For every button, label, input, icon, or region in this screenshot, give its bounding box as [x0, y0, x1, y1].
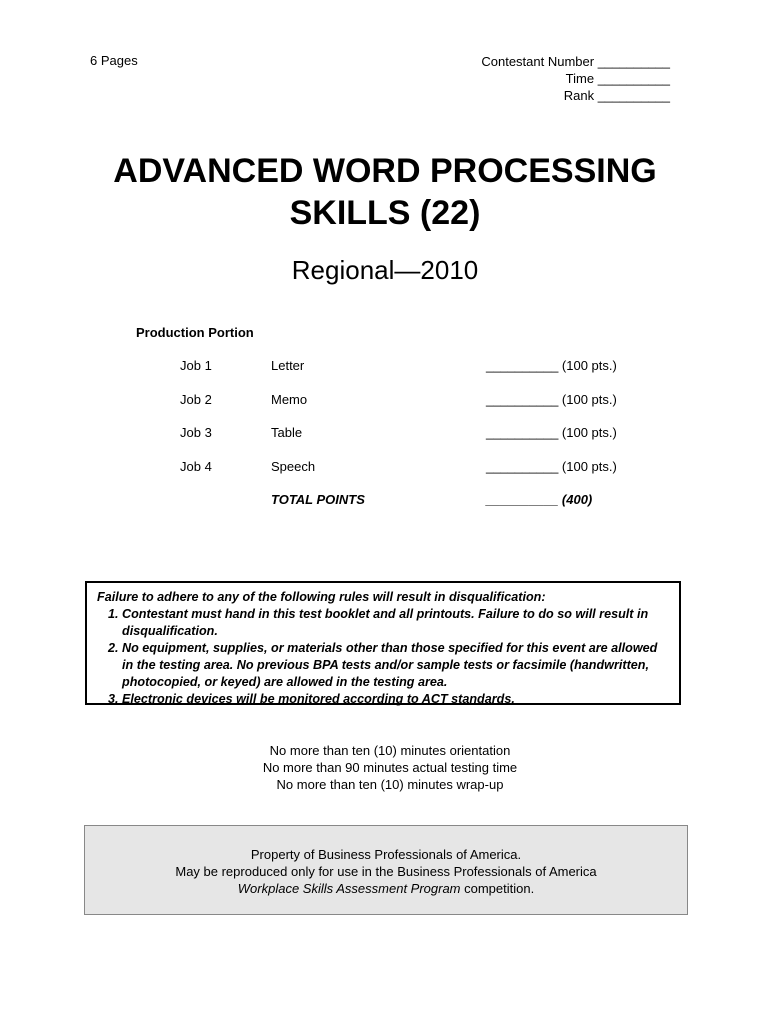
property-line-1: Property of Business Professionals of America. — [250, 847, 522, 862]
rules-list — [97, 606, 671, 708]
contestant-fields — [481, 53, 670, 104]
job-type: Letter — [271, 358, 305, 373]
job-score: __________ (100 pts.) — [486, 458, 617, 474]
rule-item: 3. Electronic devices will be monitored according to ACT standards. — [122, 691, 671, 708]
job-number: Job 2 — [180, 391, 212, 407]
page-count: 6 Pages — [90, 53, 138, 68]
job-type: Speech — [271, 458, 316, 474]
orientation-time: No more than ten (10) minutes orientation — [269, 743, 511, 758]
property-line-3 — [85, 880, 687, 897]
wrap-up-time: No more than ten (10) minutes wrap-up — [276, 777, 504, 792]
property-notice — [84, 825, 688, 915]
rules-box — [85, 581, 681, 705]
total-score: __________ (400) — [486, 492, 593, 507]
job-score: __________ (100 pts.) — [486, 391, 617, 407]
rule-item: 2. No equipment, supplies, or materials other than those specified for this event are allowed in the testing area. No previous BPA tests and/or sample tests or facsimile (handwritten, photocopied, or keyed) are allowed in the testing area. — [122, 640, 671, 691]
rules-intro: Failure to adhere to any of the following rules will result in disqualification: — [97, 590, 546, 604]
job-type: Memo — [271, 391, 308, 407]
job-score: __________ (100 pts.) — [486, 358, 617, 373]
timing-info — [0, 742, 770, 793]
time-field: Time __________ — [565, 71, 670, 86]
job-number: Job 3 — [180, 425, 212, 440]
title-line-2: SKILLS (22) — [289, 194, 481, 232]
rule-item: 1. Contestant must hand in this test booklet and all printouts. Failure to do so will result in disqualification. — [122, 606, 671, 640]
document-title — [0, 150, 770, 234]
job-number: Job 4 — [180, 458, 212, 474]
title-line-1: ADVANCED WORD PROCESSING — [113, 152, 657, 190]
total-label: TOTAL POINTS — [271, 492, 365, 507]
competition-text: competition. — [460, 881, 535, 896]
job-type: Table — [271, 425, 303, 440]
program-name: Workplace Skills Assessment Program — [237, 881, 461, 896]
job-number: Job 1 — [180, 358, 212, 373]
document-subtitle: Regional—2010 — [291, 255, 479, 285]
rank-field: Rank __________ — [563, 88, 670, 103]
property-line-2: May be reproduced only for use in the Business Professionals of America — [175, 864, 597, 879]
job-score: __________ (100 pts.) — [486, 425, 617, 440]
production-portion-label: Production Portion — [136, 325, 254, 340]
testing-time: No more than 90 minutes actual testing time — [262, 760, 518, 775]
contestant-number-field: Contestant Number __________ — [481, 54, 670, 69]
